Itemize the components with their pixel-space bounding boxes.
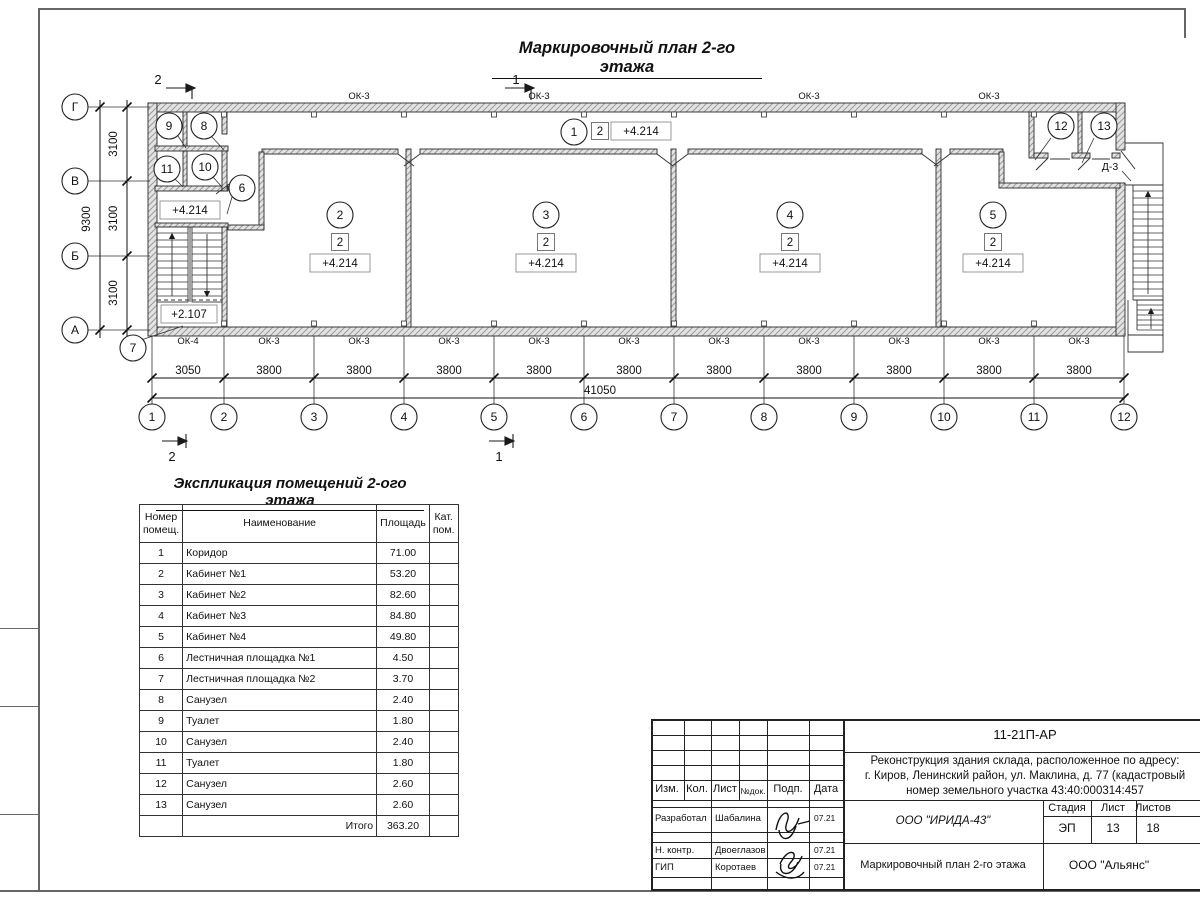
explication-cell: Санузел	[183, 732, 377, 753]
project-description-line: г. Киров, Ленинский район, ул. Маклина, д. 77 (кадастровый	[864, 770, 1186, 782]
explication-row	[140, 564, 459, 585]
dim-label: 3100	[108, 205, 120, 232]
explication-cell: 53.20	[377, 564, 430, 585]
role-title: Н. контр.	[655, 845, 695, 856]
contractor-org: ООО "Альянс"	[1068, 858, 1150, 872]
window-tag: ОК-3	[708, 336, 730, 347]
window-tag: ОК-3	[618, 336, 640, 347]
explication-cell: Санузел	[183, 795, 377, 816]
rev-col-podp: Подп.	[773, 783, 803, 795]
axis-number-label: 8	[760, 410, 768, 424]
explication-cell: Кабинет №2	[183, 585, 377, 606]
explication-row	[140, 648, 459, 669]
role-title: ГИП	[655, 862, 674, 873]
window-tick	[852, 112, 857, 117]
dim-total-label: 41050	[584, 385, 616, 397]
explication-cell: 5	[140, 627, 183, 648]
window-tick	[222, 112, 227, 117]
explication-cell: 10	[140, 732, 183, 753]
explication-row	[140, 732, 459, 753]
window-tag: ОК-3	[798, 336, 820, 347]
explication-cell	[429, 711, 458, 732]
project-description-line: Реконструкция здания склада, расположенное по адресу:	[870, 755, 1180, 767]
section-label: 1	[512, 72, 520, 87]
total-label: Итого	[183, 816, 377, 837]
explication-cell: Кабинет №1	[183, 564, 377, 585]
explication-cell: 82.60	[377, 585, 430, 606]
elevation-label: +4.214	[772, 258, 808, 270]
col-header-name: Наименование	[183, 505, 377, 543]
window-tick	[312, 112, 317, 117]
explication-row	[140, 690, 459, 711]
elevation-label: +4.214	[528, 258, 564, 270]
explication-cell: 2.60	[377, 774, 430, 795]
axis-letter-label: Г	[71, 100, 79, 114]
room-number-label: 8	[200, 119, 208, 133]
room-number-label: 9	[165, 119, 173, 133]
stairwell-left	[157, 227, 222, 302]
explication-cell: 13	[140, 795, 183, 816]
title-block	[651, 719, 1200, 891]
explication-cell: Туалет	[183, 711, 377, 732]
role-title: Разработал	[655, 813, 707, 824]
window-tag: ОК-3	[978, 91, 1000, 102]
dim-label: 3100	[108, 280, 120, 306]
rev-col-kol: Кол.	[686, 783, 708, 795]
window-tick	[402, 112, 407, 117]
window-tag: ОК-3	[348, 91, 370, 102]
window-tick	[1032, 321, 1037, 326]
elevation-label: +4.214	[975, 258, 1011, 270]
sheet-frame-tick	[0, 814, 38, 815]
exterior-stair	[1125, 143, 1163, 352]
explication-row	[140, 606, 459, 627]
explication-total-row	[140, 816, 459, 837]
explication-cell: 2.40	[377, 732, 430, 753]
explication-cell: 9	[140, 711, 183, 732]
axis-number-label: 12	[1117, 410, 1131, 424]
room-number-label: 2	[336, 208, 344, 222]
explication-cell: Санузел	[183, 690, 377, 711]
dim-label: 3800	[1066, 365, 1092, 377]
window-tick	[1032, 112, 1037, 117]
role-name: Коротаев	[715, 862, 757, 873]
section-label: 2	[168, 449, 176, 464]
axis-letter-label: А	[70, 323, 80, 337]
explication-cell: 12	[140, 774, 183, 795]
explication-row	[140, 585, 459, 606]
explication-cell	[429, 774, 458, 795]
rev-col-data: Дата	[813, 783, 839, 795]
axis-number-label: 1	[148, 410, 156, 424]
sheets-value: 18	[1146, 821, 1160, 835]
explication-cell: 4	[140, 606, 183, 627]
window-tag: ОК-3	[528, 91, 550, 102]
drawing-name: Маркировочный план 2-го этажа	[860, 859, 1026, 871]
explication-cell: 1.80	[377, 711, 430, 732]
explication-row	[140, 795, 459, 816]
elevation-label: +4.214	[322, 258, 358, 270]
dim-label: 3800	[346, 365, 372, 377]
explication-cell: Лестничная площадка №1	[183, 648, 377, 669]
dim-label: 3800	[526, 365, 552, 377]
explication-cell: 4.50	[377, 648, 430, 669]
stage-value: ЭП	[1058, 821, 1076, 835]
dim-label: 3050	[175, 365, 201, 377]
explication-cell	[429, 795, 458, 816]
window-tag: ОК-3	[978, 336, 1000, 347]
explication-header-row	[140, 505, 459, 543]
explication-cell	[429, 585, 458, 606]
room-number-label: 7	[129, 341, 137, 355]
axis-number-label: 4	[400, 410, 408, 424]
explication-row	[140, 627, 459, 648]
axis-number-label: 6	[580, 410, 588, 424]
elevation-label: +4.214	[623, 126, 659, 138]
window-tag: ОК-3	[528, 336, 550, 347]
explication-cell: 84.80	[377, 606, 430, 627]
explication-cell	[140, 816, 183, 837]
explication-cell: 7	[140, 669, 183, 690]
explication-cell: 6	[140, 648, 183, 669]
window-tag: ОК-3	[258, 336, 280, 347]
window-tag: ОК-3	[1068, 336, 1090, 347]
dim-label: 3800	[886, 365, 912, 377]
explication-cell: Коридор	[183, 543, 377, 564]
axis-number-label: 11	[1027, 410, 1041, 424]
explication-cell	[429, 627, 458, 648]
window-tick	[762, 112, 767, 117]
col-header-number: Номер помещ.	[140, 505, 183, 543]
col-header-category: Кат. пом.	[429, 505, 458, 543]
category-mark: 2	[596, 126, 604, 138]
explication-cell: 1.80	[377, 753, 430, 774]
window-tick	[492, 321, 497, 326]
axis-number-label: 9	[850, 410, 858, 424]
explication-cell: Кабинет №3	[183, 606, 377, 627]
doc-code: 11-21П-АР	[993, 727, 1057, 742]
dim-total-label: 9300	[81, 206, 93, 232]
door-tag: Д-3	[1101, 161, 1119, 173]
explication-cell	[429, 606, 458, 627]
window-tag: ОК-3	[348, 336, 370, 347]
window-tick	[312, 321, 317, 326]
explication-cell: 2.60	[377, 795, 430, 816]
window-tick	[582, 321, 587, 326]
elevation-label: +2.107	[171, 309, 207, 321]
explication-cell	[429, 816, 458, 837]
explication-cell	[429, 690, 458, 711]
explication-row	[140, 774, 459, 795]
explication-cell: 71.00	[377, 543, 430, 564]
explication-cell: 2	[140, 564, 183, 585]
section-label: 2	[154, 72, 162, 87]
window-tick	[222, 321, 227, 326]
window-tick	[672, 321, 677, 326]
dim-label: 3800	[256, 365, 282, 377]
dim-label: 3800	[436, 365, 462, 377]
explication-cell	[429, 732, 458, 753]
room-number-label: 12	[1054, 119, 1068, 133]
explication-row	[140, 669, 459, 690]
dim-label: 3800	[616, 365, 642, 377]
role-name: Шабалина	[715, 813, 761, 824]
plan-title: Маркировочный план 2-го этажа	[492, 39, 762, 79]
explication-cell: 3.70	[377, 669, 430, 690]
axis-number-label: 10	[937, 410, 951, 424]
explication-cell: Санузел	[183, 774, 377, 795]
explication-row	[140, 753, 459, 774]
category-mark: 2	[989, 237, 997, 249]
window-tag: ОК-3	[798, 91, 820, 102]
axis-number-label: 3	[310, 410, 318, 424]
window-tick	[492, 112, 497, 117]
explication-cell: 1	[140, 543, 183, 564]
axis-number-label: 2	[220, 410, 228, 424]
explication-cell	[429, 543, 458, 564]
window-tick	[942, 112, 947, 117]
category-mark: 2	[542, 237, 550, 249]
sheet-value: 13	[1106, 821, 1120, 835]
axis-number-label: 5	[490, 410, 498, 424]
window-tag: ОК-3	[438, 336, 460, 347]
explication-title: Экспликация помещений 2-ого этажа	[156, 475, 424, 511]
explication-cell	[429, 648, 458, 669]
sheets-label: Листов	[1135, 802, 1171, 814]
explication-cell: Кабинет №4	[183, 627, 377, 648]
window-tick	[402, 321, 407, 326]
project-description-line: номер земельного участка 43:40:000314:457	[906, 785, 1144, 797]
col-header-area: Площадь	[377, 505, 430, 543]
designer-org: ООО "ИРИДА-43"	[895, 815, 991, 827]
explication-cell	[429, 564, 458, 585]
dim-label: 3800	[976, 365, 1002, 377]
room-number-label: 10	[198, 160, 212, 174]
total-value: 363.20	[377, 816, 430, 837]
explication-table	[139, 504, 459, 837]
explication-cell: 2.40	[377, 690, 430, 711]
rev-col-list: Лист	[713, 783, 737, 795]
category-mark: 2	[786, 237, 794, 249]
role-date: 07.21	[814, 862, 836, 872]
room-number-label: 1	[570, 125, 578, 139]
dim-label: 3100	[108, 131, 120, 157]
room-number-label: 6	[238, 181, 246, 195]
window-tick	[762, 321, 767, 326]
window-tick	[942, 321, 947, 326]
stage-label: Стадия	[1048, 802, 1086, 814]
explication-cell: 49.80	[377, 627, 430, 648]
explication-cell: Туалет	[183, 753, 377, 774]
axis-number-label: 7	[670, 410, 678, 424]
rev-col-ndoc: №док.	[740, 786, 766, 796]
explication-cell: Лестничная площадка №2	[183, 669, 377, 690]
leader-lines	[141, 136, 1131, 340]
axis-letter-label: В	[70, 174, 80, 188]
explication-cell	[429, 753, 458, 774]
sheet-frame-tick	[0, 628, 38, 629]
explication-cell: 8	[140, 690, 183, 711]
rev-col-izm: Изм.	[655, 783, 679, 795]
role-name: Двоеглазов	[715, 845, 766, 856]
sheet-frame-tick	[0, 706, 38, 707]
sheet-label: Лист	[1101, 802, 1125, 814]
signatures	[768, 802, 812, 888]
window-tick	[672, 112, 677, 117]
explication-row	[140, 711, 459, 732]
room-number-label: 3	[542, 208, 550, 222]
window-tag: ОК-4	[177, 336, 199, 347]
window-tick	[852, 321, 857, 326]
explication-cell: 11	[140, 753, 183, 774]
axis-letter-label: Б	[71, 249, 79, 263]
window-tag: ОК-3	[888, 336, 910, 347]
category-mark: 2	[336, 237, 344, 249]
window-tick	[582, 112, 587, 117]
explication-cell	[429, 669, 458, 690]
explication-cell: 3	[140, 585, 183, 606]
room-number-label: 11	[160, 162, 174, 176]
explication-row	[140, 543, 459, 564]
room-number-label: 4	[786, 208, 794, 222]
room-number-label: 13	[1097, 119, 1111, 133]
elevation-label: +4.214	[172, 205, 208, 217]
dim-label: 3800	[796, 365, 822, 377]
dim-label: 3800	[706, 365, 732, 377]
section-label: 1	[495, 449, 503, 464]
room-number-label: 5	[989, 208, 997, 222]
role-date: 07.21	[814, 845, 836, 855]
role-date: 07.21	[814, 813, 836, 823]
